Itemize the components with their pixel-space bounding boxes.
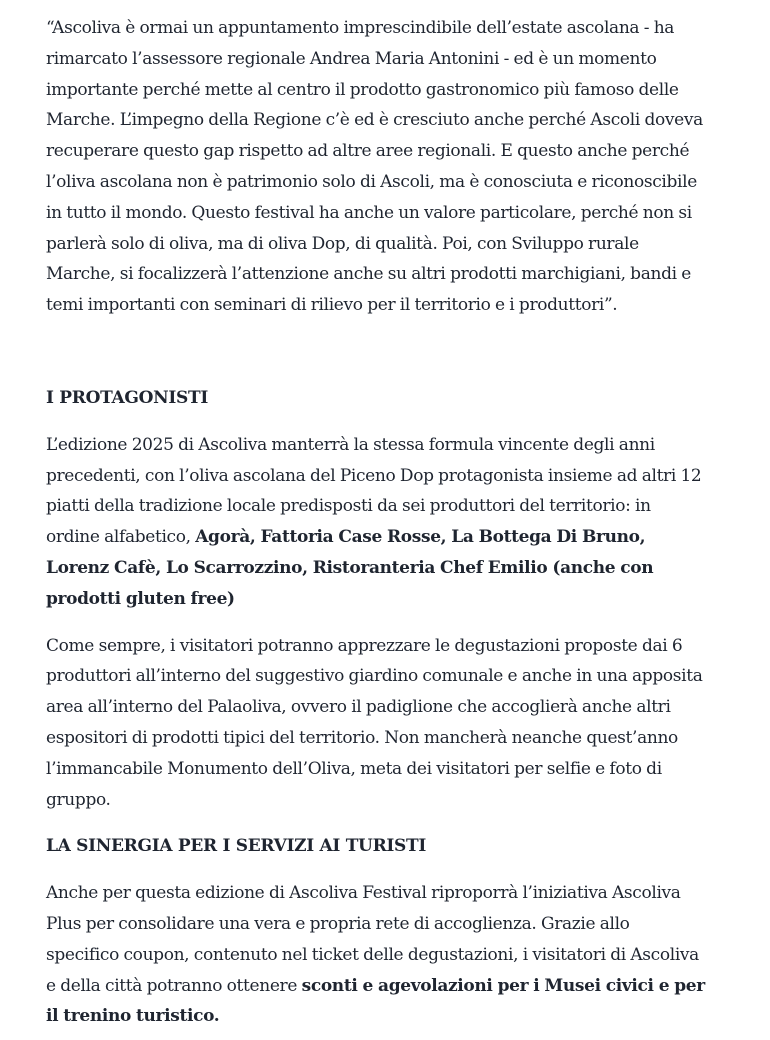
article-body xyxy=(46,13,706,1032)
synergy-text: Anche per questa edizione di Ascoliva Festival riproporrà l’iniziativa Ascoliva Plus per consolidare una vera e propria rete di accoglienza. Grazie allo specifico coupon, contenuto nel ticket delle degustazioni, i visitatori di Ascoliva e della città potranno ottenere xyxy=(46,883,699,996)
protagonists-paragraph xyxy=(46,430,706,615)
protagonists-text: L’edizione 2025 di Ascoliva manterrà la stessa formula vincente degli anni precedenti, con l’oliva ascolana del Piceno Dop protagonista insieme ad altri 12 piatti della tradizione locale predisposti da sei produttori del territorio: in ordine alfabetico, xyxy=(46,434,702,548)
section-heading-protagonists: I PROTAGONISTI xyxy=(46,387,208,408)
discounts-highlight: sconti e agevolazioni per i Musei civici e per il trenino turistico. xyxy=(46,975,705,1027)
quote-paragraph: “Ascoliva è ormai un appuntamento imprescindibile dell’estate ascolana - ha rimarcato l’assessore regionale Andrea Maria Antonini - ed è un momento importante perché mette al centro il prodotto gastronomico più famoso delle Marche. L’impegno della Regione c’è ed è cresciuto anche perché Ascoli doveva recuperare questo gap rispetto ad altre aree regionali. E questo anche perché l’oliva ascolana non è patrimonio solo di Ascoli, ma è conosciuta e riconoscibile in tutto il mondo. Questo festival ha anche un valore particolare, perché non si parlerà solo di oliva, ma di oliva Dop, di qualità. Poi, con Sviluppo rurale Marche, si focalizzerà l’attenzione anche su altri prodotti marchigiani, bandi e temi importanti con seminari di rilievo per il territorio e i produttori”. xyxy=(46,18,703,316)
section-heading-synergy: LA SINERGIA PER I SERVIZI AI TURISTI xyxy=(46,836,427,857)
producers-list: Agorà, Fattoria Case Rosse, La Bottega Di Bruno, Lorenz Cafè, Lo Scarrozzino, Ristoranteria Chef Emilio (anche con prodotti gluten free) xyxy=(46,527,654,609)
synergy-paragraph xyxy=(46,878,706,1032)
visitors-paragraph: Come sempre, i visitatori potranno apprezzare le degustazioni proposte dai 6 produttori all’interno del suggestivo giardino comunale e anche in una apposita area all’interno del Palaoliva, ovvero il padiglione che accoglierà anche altri espositori di prodotti tipici del territorio. Non mancherà neanche quest’anno l’immancabile Monumento dell’Oliva, meta dei visitatori per selfie e foto di gruppo. xyxy=(46,635,703,810)
